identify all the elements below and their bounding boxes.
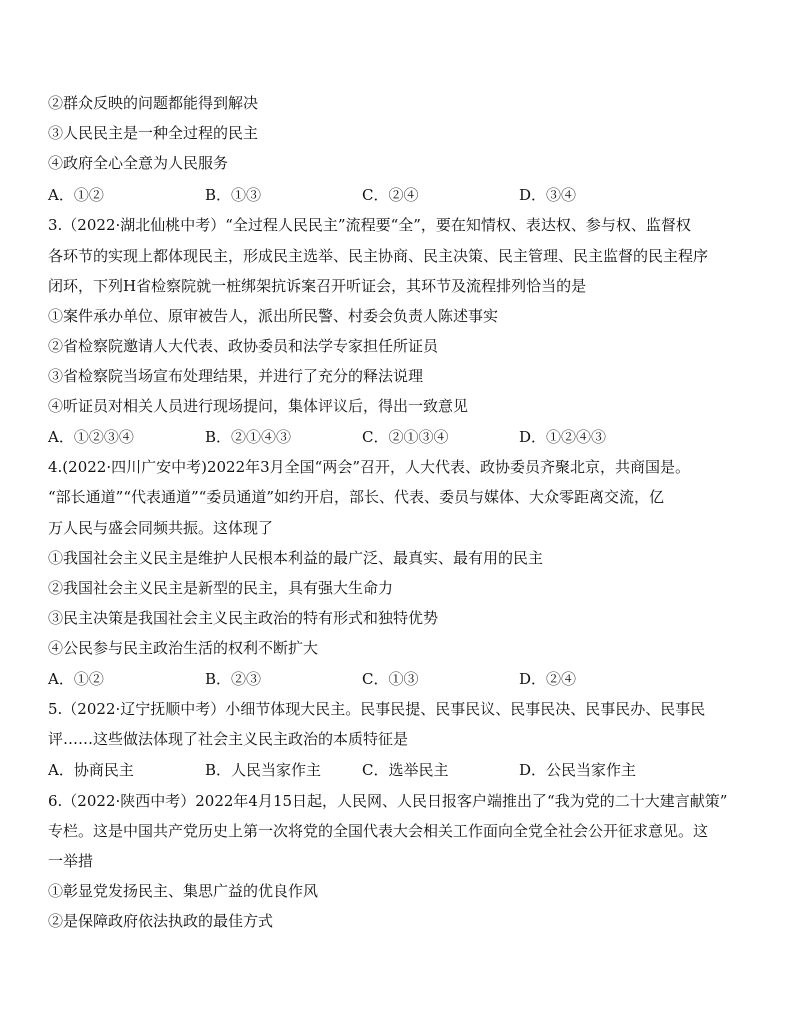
option-a[interactable]: A．①②③④: [48, 428, 134, 446]
question-3-text-3: 闭环，下列H省检察院就一桩绑架抗诉案召开听证会，其环节及流程排列恰当的是: [48, 277, 587, 295]
options-row-q3: [48, 427, 754, 447]
question-4-text-1: 4.(2022·四川广安中考)2022年3月全国“两会”召开，人大代表、政协委员齐聚北京，共商国是。: [48, 458, 691, 476]
option-b[interactable]: B．①③: [205, 186, 262, 204]
statement-1: ①案件承办单位、原审被告人，派出所民警、村委会负责人陈述事实: [48, 307, 499, 325]
statement-1: ①彰显党发扬民主、集思广益的优良作风: [48, 882, 319, 900]
option-b[interactable]: B．②①④③: [205, 428, 292, 446]
option-d[interactable]: D．②④: [519, 670, 577, 688]
statement-4: ④政府全心全意为人民服务: [48, 154, 229, 172]
question-6-text-2: 专栏。这是中国共产党历史上第一次将党的全国代表大会相关工作面向全党全社会公开征求意见。这: [48, 822, 709, 840]
question-6-text-3: 一举措: [48, 852, 94, 870]
options-row-q4: [48, 669, 754, 689]
question-4-text-2: “部长通道”“代表通道”“委员通道”如约开启，部长、代表、委员与媒体、大众零距离交流，亿: [48, 488, 665, 506]
option-c[interactable]: C．①③: [362, 670, 419, 688]
option-d[interactable]: D．公民当家作主: [519, 761, 637, 779]
statement-2: ②我国社会主义民主是新型的民主，具有强大生命力: [48, 579, 394, 597]
statement-2: ②省检察院邀请人大代表、政协委员和法学专家担任所证员: [48, 337, 439, 355]
question-5-text-2: 评……这些做法体现了社会主义民主政治的本质特征是: [48, 730, 409, 748]
option-a[interactable]: A．①②: [48, 670, 104, 688]
option-d[interactable]: D．③④: [519, 186, 577, 204]
statement-3: ③人民民主是一种全过程的民主: [48, 124, 259, 142]
option-b[interactable]: B．②③: [205, 670, 262, 688]
statement-1: ①我国社会主义民主是维护人民根本利益的最广泛、最真实、最有用的民主: [48, 549, 544, 567]
question-5-text-1: 5.（2022·辽宁抚顺中考）小细节体现大民主。民事民提、民事民议、民事民决、民事民办、民事民: [48, 700, 706, 718]
statement-3: ③省检察院当场宣布处理结果，并进行了充分的释法说理: [48, 367, 424, 385]
statement-4: ④公民参与民主政治生活的权利不断扩大: [48, 639, 319, 657]
options-row-q2: [48, 185, 754, 205]
question-3-text-2: 各环节的实现上都体现民主，形成民主选举、民主协商、民主决策、民主管理、民主监督的民主程序: [48, 247, 709, 265]
question-3-text-1: 3.（2022·湖北仙桃中考）“全过程人民民主”流程要“全”，要在知情权、表达权、参与权、监督权: [48, 216, 691, 234]
statement-3: ③民主决策是我国社会主义民主政治的特有形式和独特优势: [48, 609, 439, 627]
option-a[interactable]: A．协商民主: [48, 761, 134, 779]
statement-2: ②群众反映的问题都能得到解决: [48, 94, 259, 112]
option-c[interactable]: C．②①③④: [362, 428, 449, 446]
options-row-q5: [48, 760, 754, 780]
option-a[interactable]: A．①②: [48, 186, 104, 204]
statement-4: ④听证员对相关人员进行现场提问，集体评议后，得出一致意见: [48, 397, 469, 415]
statement-2: ②是保障政府依法执政的最佳方式: [48, 912, 274, 930]
question-6-text-1: 6.（2022·陕西中考）2022年4月15日起，人民网、人民日报客户端推出了“我为党的二十大建言献策”: [48, 792, 728, 810]
option-d[interactable]: D．①②④③: [519, 428, 607, 446]
question-4-text-3: 万人民与盛会同频共振。这体现了: [48, 519, 274, 537]
option-c[interactable]: C．②④: [362, 186, 419, 204]
option-b[interactable]: B．人民当家作主: [205, 761, 322, 779]
option-c[interactable]: C．选举民主: [362, 761, 449, 779]
